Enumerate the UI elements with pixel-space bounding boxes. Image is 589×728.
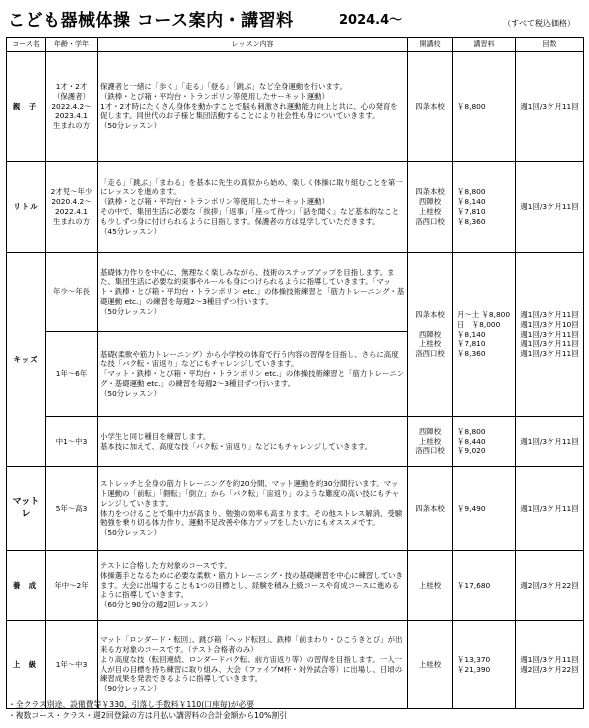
table-header-row — [7, 38, 584, 52]
footnote: ・複数コース・クラス・週2回登録の方は月払い講習料の合計金額から10%割引 — [8, 710, 287, 720]
table-row — [7, 417, 584, 467]
session-count: 週1回/3ケ月11回 — [516, 467, 584, 551]
course-name: 親 子 — [7, 52, 46, 162]
footnote: ・全クラス別途、設備費等￥330、引落し手数料￥110(口座毎)が必要 — [8, 700, 255, 709]
school-list: 四条本校 西陣校 上桂校 洛西口校 — [408, 162, 453, 253]
table-row — [7, 551, 584, 621]
course-name: キッズ — [7, 253, 46, 467]
lesson-content: 基礎体力作りを中心に、無理なく楽しみながら、技術のステップアップを目指します。また、集団生活に必要な約束事やルールも身につけられるように指導していきます。「マット・鉄棒・とび箱・平均台・トランポリン etc.」の体操技術練習と「筋力トレーニング・基礎運動 etc.」の練習を毎週2～3種目ずつ行います。 （50分レッスン） — [98, 253, 408, 332]
age-range: 年中～2年 — [46, 551, 98, 621]
column-header: 開講校 — [408, 38, 453, 52]
lesson-content: 小学生と同じ種目を練習します。 基本技に加えて、高度な技「バク転・宙返り」などにもチャレンジしていきます。 — [98, 417, 408, 467]
page-title: こども器械体操 コース案内・講習料 — [8, 11, 294, 31]
lesson-content: ストレッチと全身の筋力トレーニングを約20分間、マット運動を約30分間行います。マット運動の「前転」「側転」「倒立」から「バク転」「宙返り」のような難度の高い技にもチャレンジしていきます。 体力をつけることで集中力が高まり、勉強の効率も高まります。その他ストレス解消、受験勉強を乗り切る体力作り、運動不足改善や体力アップをしたい方にもオススメです。 （50分レッスン） — [98, 467, 408, 551]
page-header — [6, 6, 583, 32]
age-range: 1才・2才 （保護者） 2022.4.2～ 2023.4.1 生まれの方 — [46, 52, 98, 162]
session-count: 週2回/3ケ月22回 — [516, 551, 584, 621]
school-list: 四条本校 — [408, 52, 453, 162]
lesson-content: 「走る」「跳ぶ」「まわる」を基本に先生の真似から始め、楽しく体操に取り組むことを第一にレッスンを進めます。 （鉄棒・とび箱・平均台・トランポリン等使用したサーキット運動） その中で、集団生活に必要な「挨拶」「返事」「座って待つ」「話を聞く」など基本的なことも少しずつ身に付けられるように目指します。保護者の方は見学していただきます。 （45分レッスン） — [98, 162, 408, 253]
price-list: ￥13,370 ￥21,390 — [453, 621, 516, 709]
table-row — [7, 52, 584, 162]
age-range: 中1～中3 — [46, 417, 98, 467]
column-header: レッスン内容 — [98, 38, 408, 52]
table-row — [7, 162, 584, 253]
school-list: 四条本校 — [408, 467, 453, 551]
lesson-content: テストに合格した方対象のコースです。 体操選手となるために必要な柔軟・筋力トレーニング・技の基礎練習を中心に練習していきます。大会に出場することも1つの目標とし、経験を積み上級コースや育成コースに進めるように指導していきます。 （60分と90分の週2回レッスン） — [98, 551, 408, 621]
session-count: 週1回/3ケ月11回 週2回/3ケ月22回 — [516, 621, 584, 709]
school-list: 上桂校 — [408, 621, 453, 709]
age-range: 1年～6年 — [46, 332, 98, 417]
session-count: 週1回/3ケ月11回 — [516, 52, 584, 162]
price-list: ￥8,800 ￥8,140 ￥7,810 ￥8,360 — [453, 162, 516, 253]
price-list: ￥9,490 — [453, 467, 516, 551]
price-list: ￥8,800 ￥8,440 ￥9,020 — [453, 417, 516, 467]
course-name: 上 級 — [7, 621, 46, 709]
age-range: 5年～高3 — [46, 467, 98, 551]
school-list: 四条本校 西陣校 上桂校 洛西口校 — [408, 253, 453, 417]
price-list: 月～土 ￥8,800 日 ￥8,000 ￥8,140 ￥7,810 ￥8,360 — [453, 253, 516, 417]
column-header: コース名 — [7, 38, 46, 52]
column-header: 回数 — [516, 38, 584, 52]
lesson-content: 保護者と一緒に「歩く」「走る」「登る」「跳ぶ」など全身運動を行います。 （鉄棒・とび箱・平均台・トランポリン等使用したサーキット運動） 1才・2才時にたくさん身体を動かすことで脳も刺激され運動能力向上と共に、心の発育を促します。同世代のお子様と集団活動することにより社会性も身についていきます。 （50分レッスン） — [98, 52, 408, 162]
session-count: 週1回/3ケ月11回 — [516, 417, 584, 467]
footnotes — [8, 700, 287, 721]
table-row — [7, 621, 584, 709]
course-name: リトル — [7, 162, 46, 253]
column-header: 講習料 — [453, 38, 516, 52]
effective-date: 2024.4～ — [339, 13, 403, 28]
course-name: マットレ — [7, 467, 46, 551]
session-count: 週1回/3ケ月11回 — [516, 162, 584, 253]
school-list: 上桂校 — [408, 551, 453, 621]
age-range: 年少～年長 — [46, 253, 98, 332]
table-row — [7, 253, 584, 332]
school-list: 西陣校 上桂校 洛西口校 — [408, 417, 453, 467]
session-count: 週1回/3ケ月11回 週1回/3ケ月10回 週1回/3ケ月11回 週1回/3ケ月11回 週1回/3ケ月11回 — [516, 253, 584, 417]
tax-note: （すべて税込価格） — [503, 19, 575, 28]
lesson-content: 基礎(柔軟や筋力トレーニング）から小学校の体育で行う内容の習得を目指し、さらに高度な技「バク転・宙返り」などにもチャレンジしていきます。 「マット・鉄棒・とび箱・平均台・トランポリン etc.」の体操技術練習と「筋力トレーニング・基礎運動 etc.」の練習を毎週2～3種目ずつ行います。 （50分レッスン） — [98, 332, 408, 417]
age-range: 1年～中3 — [46, 621, 98, 709]
price-list: ￥8,800 — [453, 52, 516, 162]
age-range: 2才児～年少 2020.4.2～ 2022.4.1 生まれの方 — [46, 162, 98, 253]
table-row — [7, 467, 584, 551]
price-list: ￥17,680 — [453, 551, 516, 621]
lesson-content: マット「ロンダード・転回」、跳び箱「ヘッド転回」、鉄棒「前まわり・ひこうきとび」が出来る方対象のコースです。（テスト合格者のみ） より高度な技（転回連続、ロンダードバク転、前方宙返り等）の習得を目指します。一人一人が目の目標を持ち練習に取り組み、大会（ファイブM杯・対外試合等）に出場し、日頃の練習成果を発表できるように指導していきます。 （90分レッスン） — [98, 621, 408, 709]
column-header: 年齢・学年 — [46, 38, 98, 52]
course-name: 養 成 — [7, 551, 46, 621]
course-table — [6, 37, 584, 709]
